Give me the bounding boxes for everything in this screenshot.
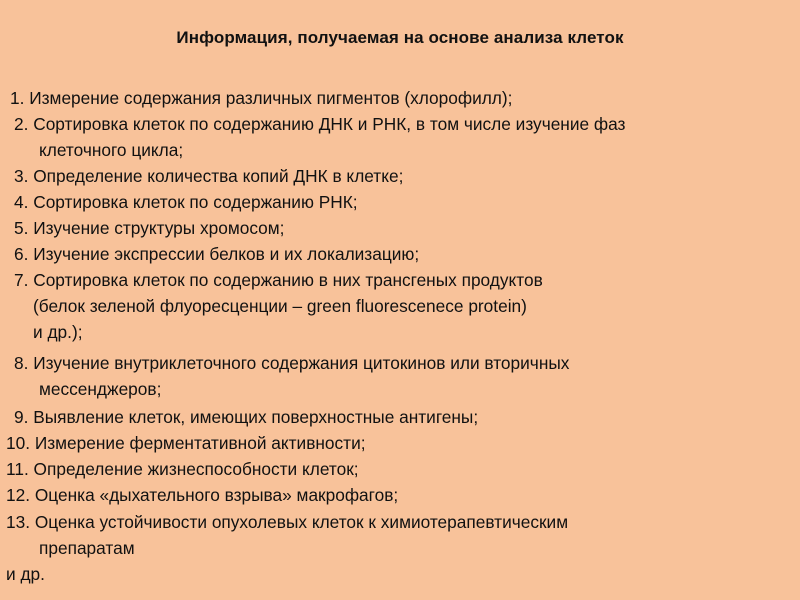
list-item-8: 8. Изучение внутриклеточного содержания цитокинов или вторичных	[14, 353, 570, 373]
list-item-4: 4. Сортировка клеток по содержанию РНК;	[14, 192, 358, 212]
slide-title: Информация, получаемая на основе анализа клеток	[176, 28, 624, 47]
list-item-13-continuation: препаратам	[39, 538, 135, 558]
list-item-11: 11. Определение жизнеспособности клеток;	[6, 459, 359, 479]
list-item-13: 13. Оценка устойчивости опухолевых клеток к химиотерапевтическим	[6, 512, 569, 532]
list-item-8-continuation: мессенджеров;	[39, 379, 162, 399]
list-item-7-continuation-1: (белок зеленой флуоресценции – green fluorescenece protein)	[33, 296, 527, 316]
list-item-10: 10. Измерение ферментативной активности;	[6, 433, 366, 453]
list-item-12: 12. Оценка «дыхательного взрыва» макрофагов;	[6, 485, 399, 505]
list-item-7: 7. Сортировка клеток по содержанию в них трансгеных продуктов	[14, 270, 543, 290]
list-item-5: 5. Изучение структуры хромосом;	[14, 218, 285, 238]
list-item-9: 9. Выявление клеток, имеющих поверхностные антигены;	[14, 407, 479, 427]
list-item-6: 6. Изучение экспрессии белков и их локализацию;	[14, 244, 420, 264]
list-item-2: 2. Сортировка клеток по содержанию ДНК и РНК, в том числе изучение фаз	[14, 114, 626, 134]
list-item-1: 1. Измерение содержания различных пигментов (хлорофилл);	[10, 88, 513, 108]
list-item-7-continuation-2: и др.);	[33, 322, 83, 342]
list-closing: и др.	[6, 564, 45, 584]
list-item-2-continuation: клеточного цикла;	[39, 140, 184, 160]
list-item-3: 3. Определение количества копий ДНК в клетке;	[14, 166, 404, 186]
